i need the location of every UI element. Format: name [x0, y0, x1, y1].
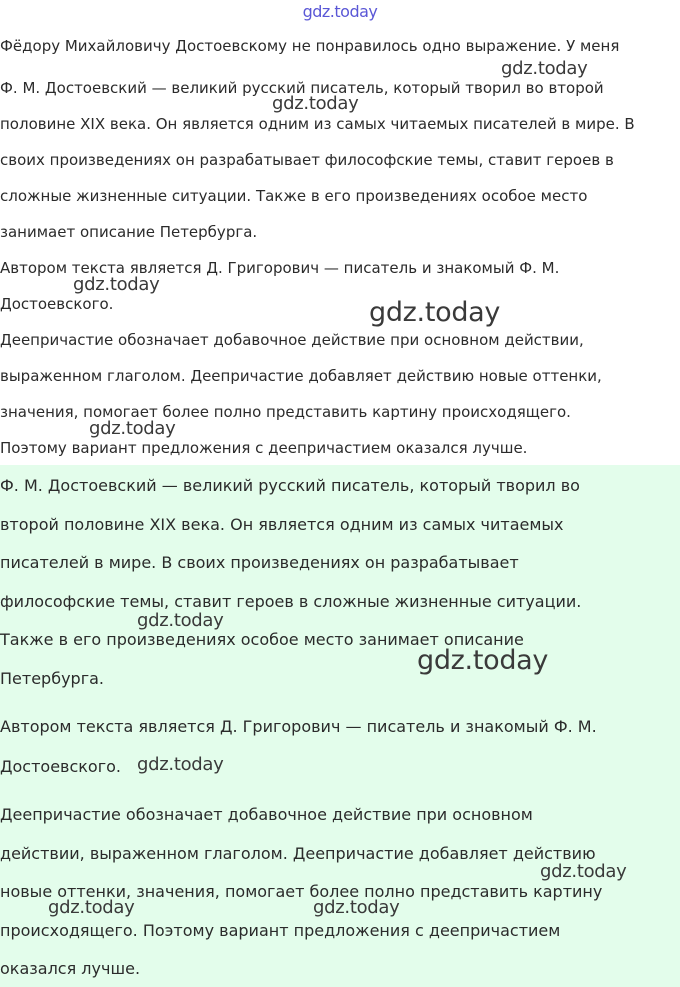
- watermark: gdz.today: [501, 58, 588, 79]
- text-line: выраженном глаголом. Деепричастие добавляет действию новые оттенки,: [0, 367, 602, 385]
- watermark: gdz.today: [89, 418, 176, 439]
- answer-line: новые оттенки, значения, помогает более полно представить картину: [0, 882, 603, 901]
- watermark: gdz.today: [369, 297, 501, 328]
- text-line: Поэтому вариант предложения с деепричастием оказался лучше.: [0, 439, 528, 457]
- text-line: Достоевского.: [0, 295, 114, 313]
- answer-line: Также в его произведениях особое место занимает описание: [0, 630, 524, 649]
- text-line: половине XIX века. Он является одним из самых читаемых писателей в мире. В: [0, 115, 635, 133]
- watermark: gdz.today: [417, 645, 549, 676]
- text-line: своих произведениях он разрабатывает философские темы, ставит героев в: [0, 151, 614, 169]
- answer-line: второй половине XIX века. Он является одним из самых читаемых: [0, 515, 564, 534]
- site-logo[interactable]: gdz.today: [302, 2, 378, 21]
- answer-line: оказался лучше.: [0, 959, 141, 978]
- answer-line: Деепричастие обозначает добавочное действие при основном: [0, 805, 533, 824]
- answer-line: происходящего. Поэтому вариант предложения с деепричастием: [0, 921, 561, 940]
- answer-line: действии, выраженном глаголом. Деепричастие добавляет действию: [0, 844, 596, 863]
- answer-line: Автором текста является Д. Григорович — писатель и знакомый Ф. М.: [0, 717, 597, 736]
- answer-line: писателей в мире. В своих произведениях он разрабатывает: [0, 553, 519, 572]
- watermark: gdz.today: [313, 897, 400, 918]
- answer-line: философские темы, ставит героев в сложные жизненные ситуации.: [0, 592, 582, 611]
- text-line: Ф. М. Достоевский — великий русский писатель, который творил во второй: [0, 79, 604, 97]
- text-line: занимает описание Петербурга.: [0, 223, 258, 241]
- watermark: gdz.today: [137, 610, 224, 631]
- text-line: значения, помогает более полно представить картину происходящего.: [0, 403, 571, 421]
- watermark: gdz.today: [137, 754, 224, 775]
- text-line: Деепричастие обозначает добавочное действие при основном действии,: [0, 331, 584, 349]
- watermark: gdz.today: [540, 861, 627, 882]
- watermark: gdz.today: [73, 274, 160, 295]
- watermark: gdz.today: [272, 93, 359, 114]
- answer-line: Достоевского.: [0, 757, 121, 776]
- text-line: сложные жизненные ситуации. Также в его произведениях особое место: [0, 187, 588, 205]
- text-line: Фёдору Михайловичу Достоевскому не понравилось одно выражение. У меня: [0, 37, 620, 55]
- answer-line: Ф. М. Достоевский — великий русский писатель, который творил во: [0, 476, 580, 495]
- watermark: gdz.today: [48, 897, 135, 918]
- answer-line: Петербурга.: [0, 669, 104, 688]
- text-line: Автором текста является Д. Григорович — писатель и знакомый Ф. М.: [0, 259, 560, 277]
